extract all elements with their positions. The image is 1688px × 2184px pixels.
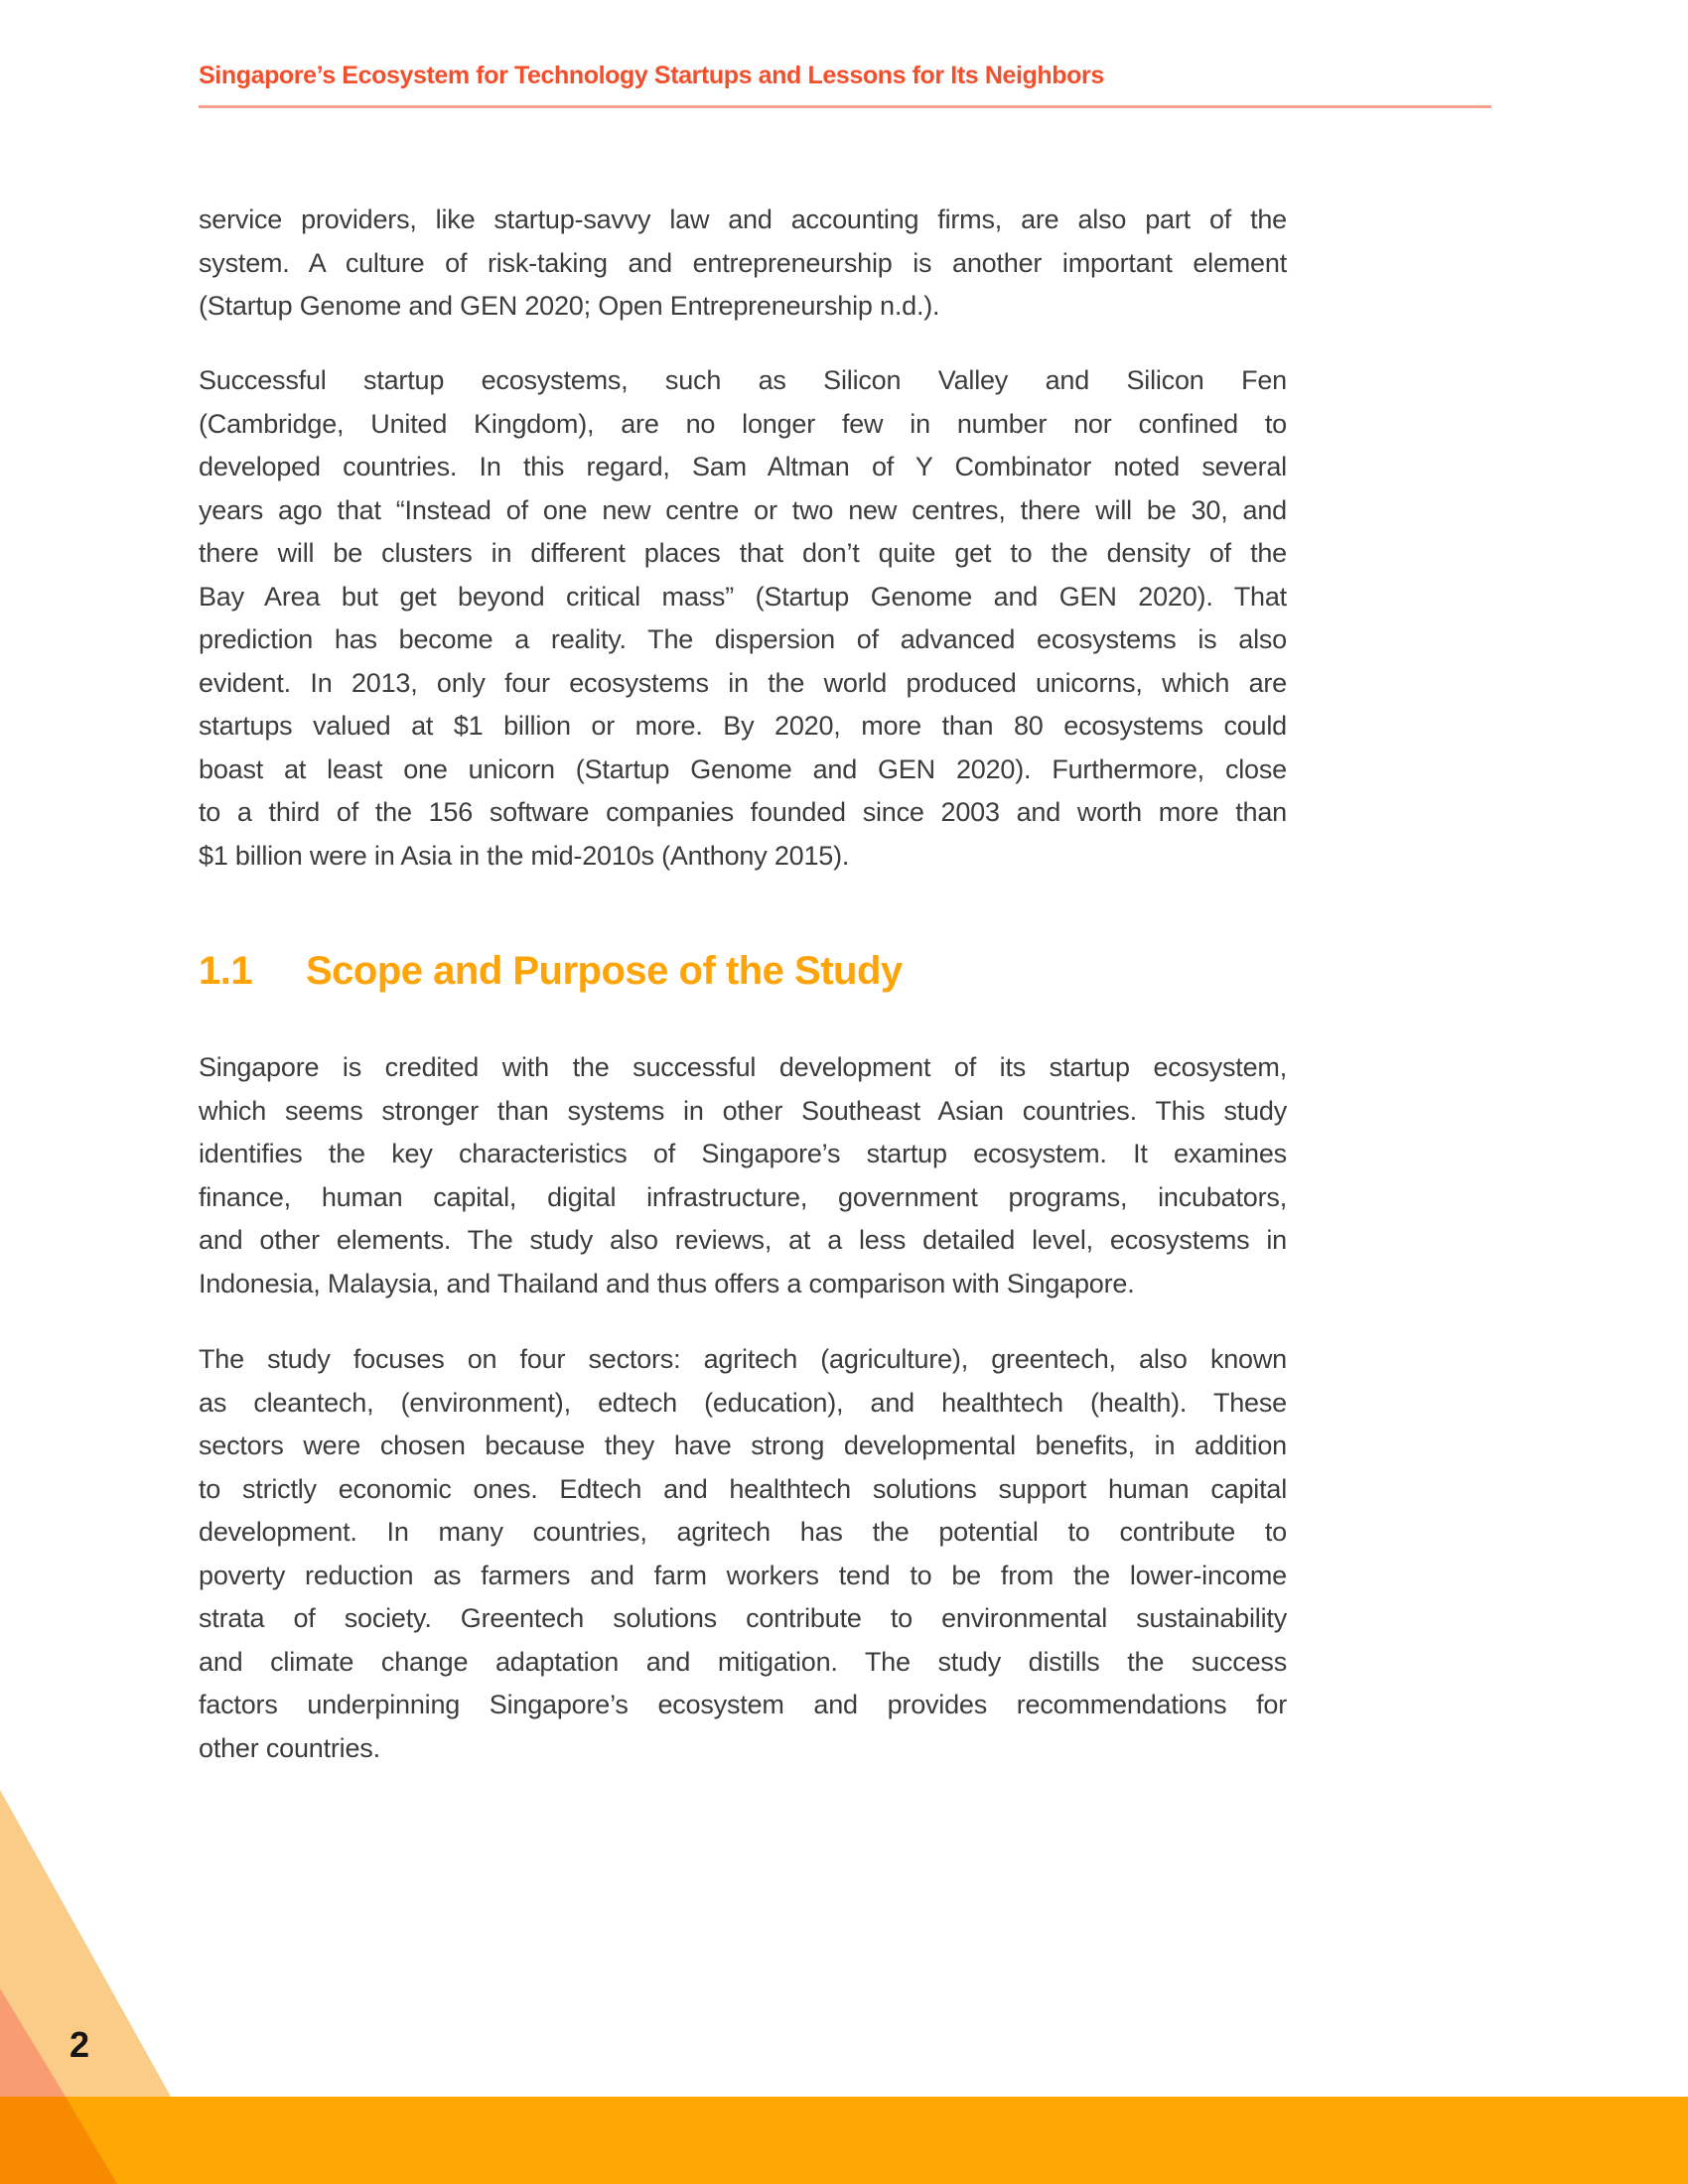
body-paragraph-4 — [199, 1338, 1287, 1770]
body-paragraph-3 — [199, 1046, 1287, 1305]
text-line: Singapore is credited with the successful development of its startup ecosystem, — [199, 1052, 1287, 1082]
text-line: factors underpinning Singapore’s ecosystem and provides recommendations for — [199, 1690, 1287, 1719]
text-line: Successful startup ecosystems, such as Silicon Valley and Silicon Fen — [199, 365, 1287, 395]
text-line: Bay Area but get beyond critical mass” (Startup Genome and GEN 2020). That — [199, 581, 1287, 612]
text-line: system. A culture of risk-taking and entrepreneurship is another important element — [199, 247, 1287, 278]
text-line: Indonesia, Malaysia, and Thailand and thus offers a comparison with Singapore. — [199, 1268, 1135, 1298]
header-rule — [199, 105, 1491, 108]
text-line: to strictly economic ones. Edtech and healthtech solutions support human capital — [199, 1473, 1287, 1504]
text-line: there will be clusters in different places that don’t quite get to the density of the — [199, 538, 1287, 568]
section-title: Scope and Purpose of the Study — [306, 949, 903, 993]
text-line: (Startup Genome and GEN 2020; Open Entrepreneurship n.d.). — [199, 291, 940, 321]
text-line: years ago that “Instead of one new centre or two new centres, there will be 30, and — [199, 494, 1287, 525]
text-line: to a third of the 156 software companies founded since 2003 and worth more than — [199, 797, 1287, 827]
text-line: startups valued at $1 billion or more. By 2020, more than 80 ecosystems could — [199, 711, 1287, 741]
body-paragraph-2 — [199, 359, 1287, 878]
text-line: and other elements. The study also reviews, at a less detailed level, ecosystems in — [199, 1225, 1287, 1255]
text-line: boast at least one unicorn (Startup Genome and GEN 2020). Furthermore, close — [199, 753, 1287, 784]
text-line: which seems stronger than systems in other Southeast Asian countries. This study — [199, 1095, 1287, 1126]
text-line: (Cambridge, United Kingdom), are no longer few in number nor confined to — [199, 408, 1287, 439]
running-header-title: Singapore’s Ecosystem for Technology Startups and Lessons for Its Neighbors — [199, 62, 1104, 89]
text-line: finance, human capital, digital infrastructure, government programs, incubators, — [199, 1181, 1287, 1212]
body-paragraph-1 — [199, 199, 1287, 329]
text-line: as cleantech, (environment), edtech (education), and healthtech (health). These — [199, 1387, 1287, 1418]
text-line: $1 billion were in Asia in the mid-2010s (Anthony 2015). — [199, 840, 850, 871]
footer-orange-band — [0, 2097, 1688, 2184]
text-line: identifies the key characteristics of Singapore’s startup ecosystem. It examines — [199, 1139, 1287, 1168]
section-heading — [199, 949, 1390, 994]
text-line: evident. In 2013, only four ecosystems in the world produced unicorns, which are — [199, 667, 1287, 698]
text-line: and climate change adaptation and mitigation. The study distills the success — [199, 1646, 1287, 1677]
text-line: development. In many countries, agritech has the potential to contribute to — [199, 1517, 1287, 1547]
text-line: developed countries. In this regard, Sam Altman of Y Combinator noted several — [199, 452, 1287, 481]
page-number: 2 — [70, 2024, 90, 2065]
text-line: poverty reduction as farmers and farm workers tend to be from the lower-income — [199, 1560, 1287, 1590]
text-line: service providers, like startup-savvy law and accounting firms, are also part of the — [199, 205, 1287, 234]
section-number: 1.1 — [199, 949, 253, 993]
text-line: prediction has become a reality. The dispersion of advanced ecosystems is also — [199, 624, 1287, 654]
text-line: strata of society. Greentech solutions contribute to environmental sustainability — [199, 1603, 1287, 1633]
text-line: sectors were chosen because they have strong developmental benefits, in addition — [199, 1431, 1287, 1460]
text-line: The study focuses on four sectors: agritech (agriculture), greentech, also known — [199, 1344, 1287, 1374]
text-line: other countries. — [199, 1732, 380, 1763]
